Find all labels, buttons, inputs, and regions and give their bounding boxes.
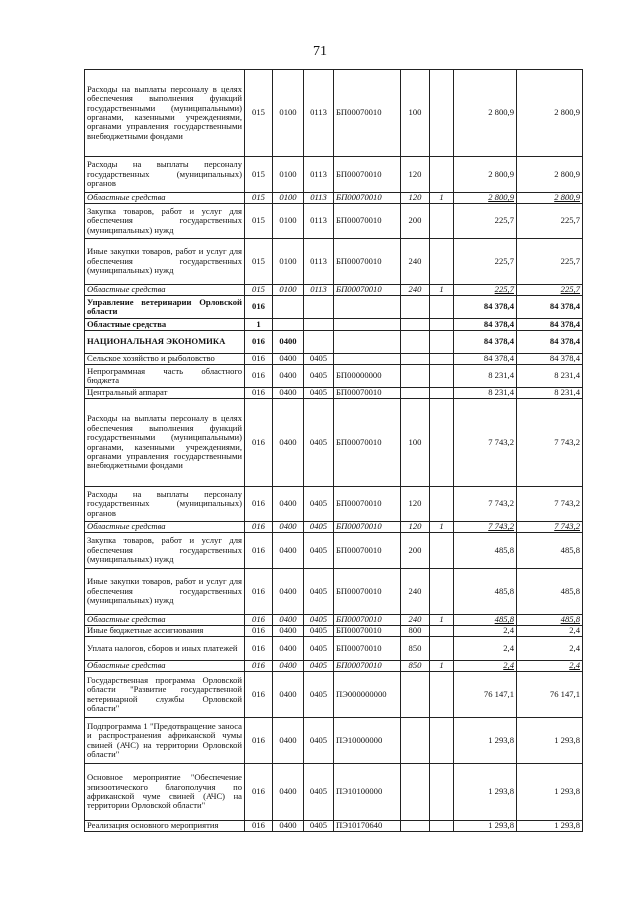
row-target-code <box>334 354 401 365</box>
row-amount-2: 7 743,2 <box>517 487 583 522</box>
row-admin-code: 016 <box>245 487 273 522</box>
row-expense-type: 850 <box>401 661 430 672</box>
row-subsection-code: 0405 <box>304 522 334 533</box>
row-expense-type <box>401 821 430 832</box>
row-amount-1: 225,7 <box>454 239 517 285</box>
row-admin-code: 016 <box>245 296 273 319</box>
row-funding-flag <box>430 637 454 661</box>
row-name: Областные средства <box>85 319 245 331</box>
row-expense-type: 120 <box>401 487 430 522</box>
table-row <box>85 354 583 365</box>
row-subsection-code: 0405 <box>304 764 334 821</box>
row-section-code: 0400 <box>273 533 304 569</box>
row-amount-1: 485,8 <box>454 533 517 569</box>
row-amount-2: 84 378,4 <box>517 354 583 365</box>
table-row <box>85 70 583 157</box>
row-amount-1: 84 378,4 <box>454 296 517 319</box>
row-amount-2: 8 231,4 <box>517 365 583 388</box>
row-amount-2: 7 743,2 <box>517 522 583 533</box>
row-subsection-code <box>304 331 334 354</box>
row-admin-code: 016 <box>245 821 273 832</box>
row-name: Иные закупки товаров, работ и услуг для обеспечения государственных (муниципальных) нужд <box>85 569 245 615</box>
row-section-code: 0400 <box>273 615 304 626</box>
row-subsection-code <box>304 296 334 319</box>
row-funding-flag: 1 <box>430 615 454 626</box>
row-section-code: 0400 <box>273 569 304 615</box>
row-admin-code: 016 <box>245 718 273 764</box>
row-target-code: БП00070010 <box>334 626 401 637</box>
row-name: Расходы на выплаты персоналу в целях обеспечения выполнения функций государственными (муниципальными) органами, казенными учреждениями, органами управления государственными внебюджетными фондами <box>85 70 245 157</box>
row-subsection-code: 0405 <box>304 672 334 718</box>
row-target-code: БП00070010 <box>334 70 401 157</box>
row-target-code: БП00070010 <box>334 487 401 522</box>
row-amount-1: 76 147,1 <box>454 672 517 718</box>
row-subsection-code: 0113 <box>304 157 334 193</box>
row-section-code: 0100 <box>273 193 304 204</box>
table-row <box>85 764 583 821</box>
row-section-code: 0400 <box>273 388 304 399</box>
row-name: Областные средства <box>85 193 245 204</box>
row-amount-1: 225,7 <box>454 204 517 239</box>
table-row <box>85 615 583 626</box>
row-section-code: 0400 <box>273 354 304 365</box>
row-name: Областные средства <box>85 615 245 626</box>
row-amount-1: 485,8 <box>454 615 517 626</box>
row-subsection-code: 0405 <box>304 487 334 522</box>
row-section-code: 0400 <box>273 365 304 388</box>
row-target-code: БП00070010 <box>334 285 401 296</box>
table-row <box>85 365 583 388</box>
row-admin-code: 015 <box>245 285 273 296</box>
row-expense-type: 240 <box>401 239 430 285</box>
row-section-code: 0100 <box>273 204 304 239</box>
table-row <box>85 331 583 354</box>
row-name: Расходы на выплаты персоналу государственных (муниципальных) органов <box>85 157 245 193</box>
table-row <box>85 487 583 522</box>
row-subsection-code: 0405 <box>304 399 334 487</box>
row-amount-2: 2 800,9 <box>517 70 583 157</box>
row-amount-1: 7 743,2 <box>454 487 517 522</box>
row-admin-code: 016 <box>245 661 273 672</box>
row-expense-type: 200 <box>401 204 430 239</box>
row-subsection-code: 0405 <box>304 661 334 672</box>
row-name: Непрограммная часть областного бюджета <box>85 365 245 388</box>
row-amount-1: 1 293,8 <box>454 764 517 821</box>
row-funding-flag <box>430 296 454 319</box>
row-section-code <box>273 319 304 331</box>
row-section-code: 0400 <box>273 718 304 764</box>
row-subsection-code: 0113 <box>304 204 334 239</box>
row-section-code: 0400 <box>273 399 304 487</box>
row-name: Закупка товаров, работ и услуг для обеспечения государственных (муниципальных) нужд <box>85 204 245 239</box>
row-expense-type: 120 <box>401 157 430 193</box>
row-name: Подпрограмма 1 "Предотвращение заноса и распространения африканской чумы свиней (АЧС) на территории Орловской области" <box>85 718 245 764</box>
row-amount-2: 225,7 <box>517 239 583 285</box>
row-target-code: БП00070010 <box>334 637 401 661</box>
row-section-code: 0400 <box>273 522 304 533</box>
table-row <box>85 399 583 487</box>
row-amount-2: 1 293,8 <box>517 764 583 821</box>
row-admin-code: 016 <box>245 388 273 399</box>
row-amount-2: 1 293,8 <box>517 718 583 764</box>
row-amount-1: 8 231,4 <box>454 365 517 388</box>
row-target-code <box>334 319 401 331</box>
row-expense-type: 850 <box>401 637 430 661</box>
row-amount-2: 8 231,4 <box>517 388 583 399</box>
row-amount-1: 84 378,4 <box>454 319 517 331</box>
row-expense-type: 200 <box>401 533 430 569</box>
row-amount-1: 7 743,2 <box>454 399 517 487</box>
row-funding-flag: 1 <box>430 661 454 672</box>
table-row <box>85 626 583 637</box>
row-section-code: 0100 <box>273 239 304 285</box>
row-funding-flag <box>430 821 454 832</box>
row-funding-flag <box>430 569 454 615</box>
budget-table <box>84 69 583 832</box>
row-amount-2: 485,8 <box>517 569 583 615</box>
row-admin-code: 016 <box>245 626 273 637</box>
row-funding-flag <box>430 672 454 718</box>
row-subsection-code: 0405 <box>304 821 334 832</box>
row-amount-2: 2,4 <box>517 626 583 637</box>
row-target-code: БП00070010 <box>334 533 401 569</box>
row-funding-flag <box>430 331 454 354</box>
row-admin-code: 016 <box>245 672 273 718</box>
row-admin-code: 016 <box>245 365 273 388</box>
row-name: Расходы на выплаты персоналу государственных (муниципальных) органов <box>85 487 245 522</box>
row-admin-code: 016 <box>245 569 273 615</box>
row-target-code: БП00070010 <box>334 661 401 672</box>
row-section-code: 0100 <box>273 157 304 193</box>
row-expense-type: 100 <box>401 70 430 157</box>
row-funding-flag <box>430 354 454 365</box>
row-amount-2: 84 378,4 <box>517 296 583 319</box>
page-number: 71 <box>313 44 327 59</box>
row-target-code <box>334 331 401 354</box>
row-amount-2: 76 147,1 <box>517 672 583 718</box>
table-row <box>85 285 583 296</box>
table-row <box>85 569 583 615</box>
row-target-code: ПЭ10000000 <box>334 718 401 764</box>
row-admin-code: 015 <box>245 239 273 285</box>
row-funding-flag <box>430 626 454 637</box>
row-admin-code: 015 <box>245 70 273 157</box>
row-name: НАЦИОНАЛЬНАЯ ЭКОНОМИКА <box>85 331 245 354</box>
row-target-code: БП00070010 <box>334 157 401 193</box>
row-funding-flag <box>430 388 454 399</box>
row-expense-type <box>401 331 430 354</box>
row-section-code: 0400 <box>273 764 304 821</box>
row-amount-1: 2 800,9 <box>454 193 517 204</box>
row-amount-2: 7 743,2 <box>517 399 583 487</box>
row-target-code: БП00070010 <box>334 569 401 615</box>
row-funding-flag <box>430 399 454 487</box>
row-funding-flag <box>430 319 454 331</box>
row-name: Основное мероприятие "Обеспечение эпизоотического благополучия по африканской чуме свиней (АЧС) на территории Орловской области" <box>85 764 245 821</box>
row-funding-flag: 1 <box>430 193 454 204</box>
row-funding-flag <box>430 157 454 193</box>
row-funding-flag: 1 <box>430 285 454 296</box>
row-subsection-code: 0405 <box>304 637 334 661</box>
row-expense-type <box>401 365 430 388</box>
row-amount-1: 1 293,8 <box>454 718 517 764</box>
row-amount-1: 1 293,8 <box>454 821 517 832</box>
row-target-code: ПЭ10170640 <box>334 821 401 832</box>
row-name: Сельское хозяйство и рыболовство <box>85 354 245 365</box>
row-amount-1: 7 743,2 <box>454 522 517 533</box>
row-subsection-code: 0405 <box>304 354 334 365</box>
row-admin-code: 016 <box>245 764 273 821</box>
row-amount-2: 2 800,9 <box>517 157 583 193</box>
row-target-code: БП00070010 <box>334 522 401 533</box>
table-row <box>85 296 583 319</box>
row-admin-code: 016 <box>245 522 273 533</box>
budget-table-body <box>85 70 583 832</box>
row-target-code: ПЭ10100000 <box>334 764 401 821</box>
table-row <box>85 718 583 764</box>
row-admin-code: 015 <box>245 157 273 193</box>
row-subsection-code: 0113 <box>304 193 334 204</box>
row-amount-1: 2,4 <box>454 637 517 661</box>
row-name: Расходы на выплаты персоналу в целях обеспечения выполнения функций государственными (муниципальными) органами, казенными учреждениями, органами управления государственными внебюджетными фондами <box>85 399 245 487</box>
row-name: Уплата налогов, сборов и иных платежей <box>85 637 245 661</box>
row-name: Закупка товаров, работ и услуг для обеспечения государственных (муниципальных) нужд <box>85 533 245 569</box>
table-row <box>85 637 583 661</box>
row-funding-flag <box>430 533 454 569</box>
row-subsection-code: 0405 <box>304 533 334 569</box>
table-row <box>85 157 583 193</box>
row-amount-2: 485,8 <box>517 533 583 569</box>
row-funding-flag <box>430 204 454 239</box>
row-subsection-code <box>304 319 334 331</box>
row-subsection-code: 0405 <box>304 615 334 626</box>
row-name: Областные средства <box>85 285 245 296</box>
table-row <box>85 821 583 832</box>
row-admin-code: 016 <box>245 533 273 569</box>
row-admin-code: 016 <box>245 399 273 487</box>
row-amount-1: 84 378,4 <box>454 331 517 354</box>
row-admin-code: 016 <box>245 615 273 626</box>
row-target-code: БП00000000 <box>334 365 401 388</box>
row-expense-type <box>401 764 430 821</box>
row-amount-2: 225,7 <box>517 285 583 296</box>
row-amount-1: 8 231,4 <box>454 388 517 399</box>
row-admin-code: 015 <box>245 204 273 239</box>
row-amount-1: 2,4 <box>454 661 517 672</box>
row-name: Областные средства <box>85 661 245 672</box>
row-expense-type: 800 <box>401 626 430 637</box>
row-amount-1: 485,8 <box>454 569 517 615</box>
row-expense-type: 240 <box>401 615 430 626</box>
table-row <box>85 672 583 718</box>
row-expense-type: 100 <box>401 399 430 487</box>
row-target-code: БП00070010 <box>334 388 401 399</box>
row-section-code: 0400 <box>273 661 304 672</box>
row-funding-flag: 1 <box>430 522 454 533</box>
row-funding-flag <box>430 764 454 821</box>
table-row <box>85 193 583 204</box>
table-row <box>85 388 583 399</box>
table-row <box>85 533 583 569</box>
row-subsection-code: 0405 <box>304 388 334 399</box>
row-name: Центральный аппарат <box>85 388 245 399</box>
row-amount-2: 1 293,8 <box>517 821 583 832</box>
row-target-code: БП00070010 <box>334 239 401 285</box>
row-amount-1: 225,7 <box>454 285 517 296</box>
row-admin-code: 016 <box>245 331 273 354</box>
row-subsection-code: 0113 <box>304 285 334 296</box>
row-funding-flag <box>430 239 454 285</box>
row-section-code: 0400 <box>273 626 304 637</box>
row-amount-1: 2,4 <box>454 626 517 637</box>
row-target-code: БП00070010 <box>334 204 401 239</box>
row-amount-1: 2 800,9 <box>454 157 517 193</box>
table-row <box>85 522 583 533</box>
row-expense-type: 240 <box>401 285 430 296</box>
row-amount-1: 2 800,9 <box>454 70 517 157</box>
row-target-code <box>334 296 401 319</box>
row-subsection-code: 0405 <box>304 626 334 637</box>
row-name: Областные средства <box>85 522 245 533</box>
row-section-code <box>273 296 304 319</box>
row-admin-code: 016 <box>245 637 273 661</box>
row-section-code: 0400 <box>273 637 304 661</box>
row-admin-code: 1 <box>245 319 273 331</box>
table-row <box>85 661 583 672</box>
row-funding-flag <box>430 718 454 764</box>
row-amount-2: 84 378,4 <box>517 319 583 331</box>
row-admin-code: 016 <box>245 354 273 365</box>
row-target-code: ПЭ000000000 <box>334 672 401 718</box>
row-name: Управление ветеринарии Орловской области <box>85 296 245 319</box>
row-admin-code: 015 <box>245 193 273 204</box>
row-amount-2: 225,7 <box>517 204 583 239</box>
row-amount-2: 84 378,4 <box>517 331 583 354</box>
row-section-code: 0100 <box>273 285 304 296</box>
row-target-code: БП00070010 <box>334 399 401 487</box>
table-row <box>85 319 583 331</box>
row-subsection-code: 0113 <box>304 70 334 157</box>
row-expense-type <box>401 296 430 319</box>
row-section-code: 0100 <box>273 70 304 157</box>
row-expense-type <box>401 672 430 718</box>
row-name: Реализация основного мероприятия <box>85 821 245 832</box>
row-section-code: 0400 <box>273 487 304 522</box>
table-row <box>85 239 583 285</box>
row-subsection-code: 0113 <box>304 239 334 285</box>
row-expense-type <box>401 388 430 399</box>
row-expense-type: 120 <box>401 522 430 533</box>
row-section-code: 0400 <box>273 672 304 718</box>
row-target-code: БП00070010 <box>334 615 401 626</box>
row-funding-flag <box>430 365 454 388</box>
row-target-code: БП00070010 <box>334 193 401 204</box>
row-expense-type: 120 <box>401 193 430 204</box>
row-expense-type <box>401 718 430 764</box>
row-subsection-code: 0405 <box>304 718 334 764</box>
row-funding-flag <box>430 70 454 157</box>
row-amount-2: 485,8 <box>517 615 583 626</box>
row-name: Иные бюджетные ассигнования <box>85 626 245 637</box>
row-amount-2: 2,4 <box>517 661 583 672</box>
row-funding-flag <box>430 487 454 522</box>
row-subsection-code: 0405 <box>304 569 334 615</box>
row-expense-type <box>401 319 430 331</box>
row-amount-2: 2,4 <box>517 637 583 661</box>
row-expense-type: 240 <box>401 569 430 615</box>
table-row <box>85 204 583 239</box>
row-amount-1: 84 378,4 <box>454 354 517 365</box>
row-section-code: 0400 <box>273 331 304 354</box>
row-section-code: 0400 <box>273 821 304 832</box>
row-subsection-code: 0405 <box>304 365 334 388</box>
row-amount-2: 2 800,9 <box>517 193 583 204</box>
row-name: Государственная программа Орловской области "Развитие государственной ветеринарной службы Орловской области" <box>85 672 245 718</box>
row-name: Иные закупки товаров, работ и услуг для обеспечения государственных (муниципальных) нужд <box>85 239 245 285</box>
row-expense-type <box>401 354 430 365</box>
